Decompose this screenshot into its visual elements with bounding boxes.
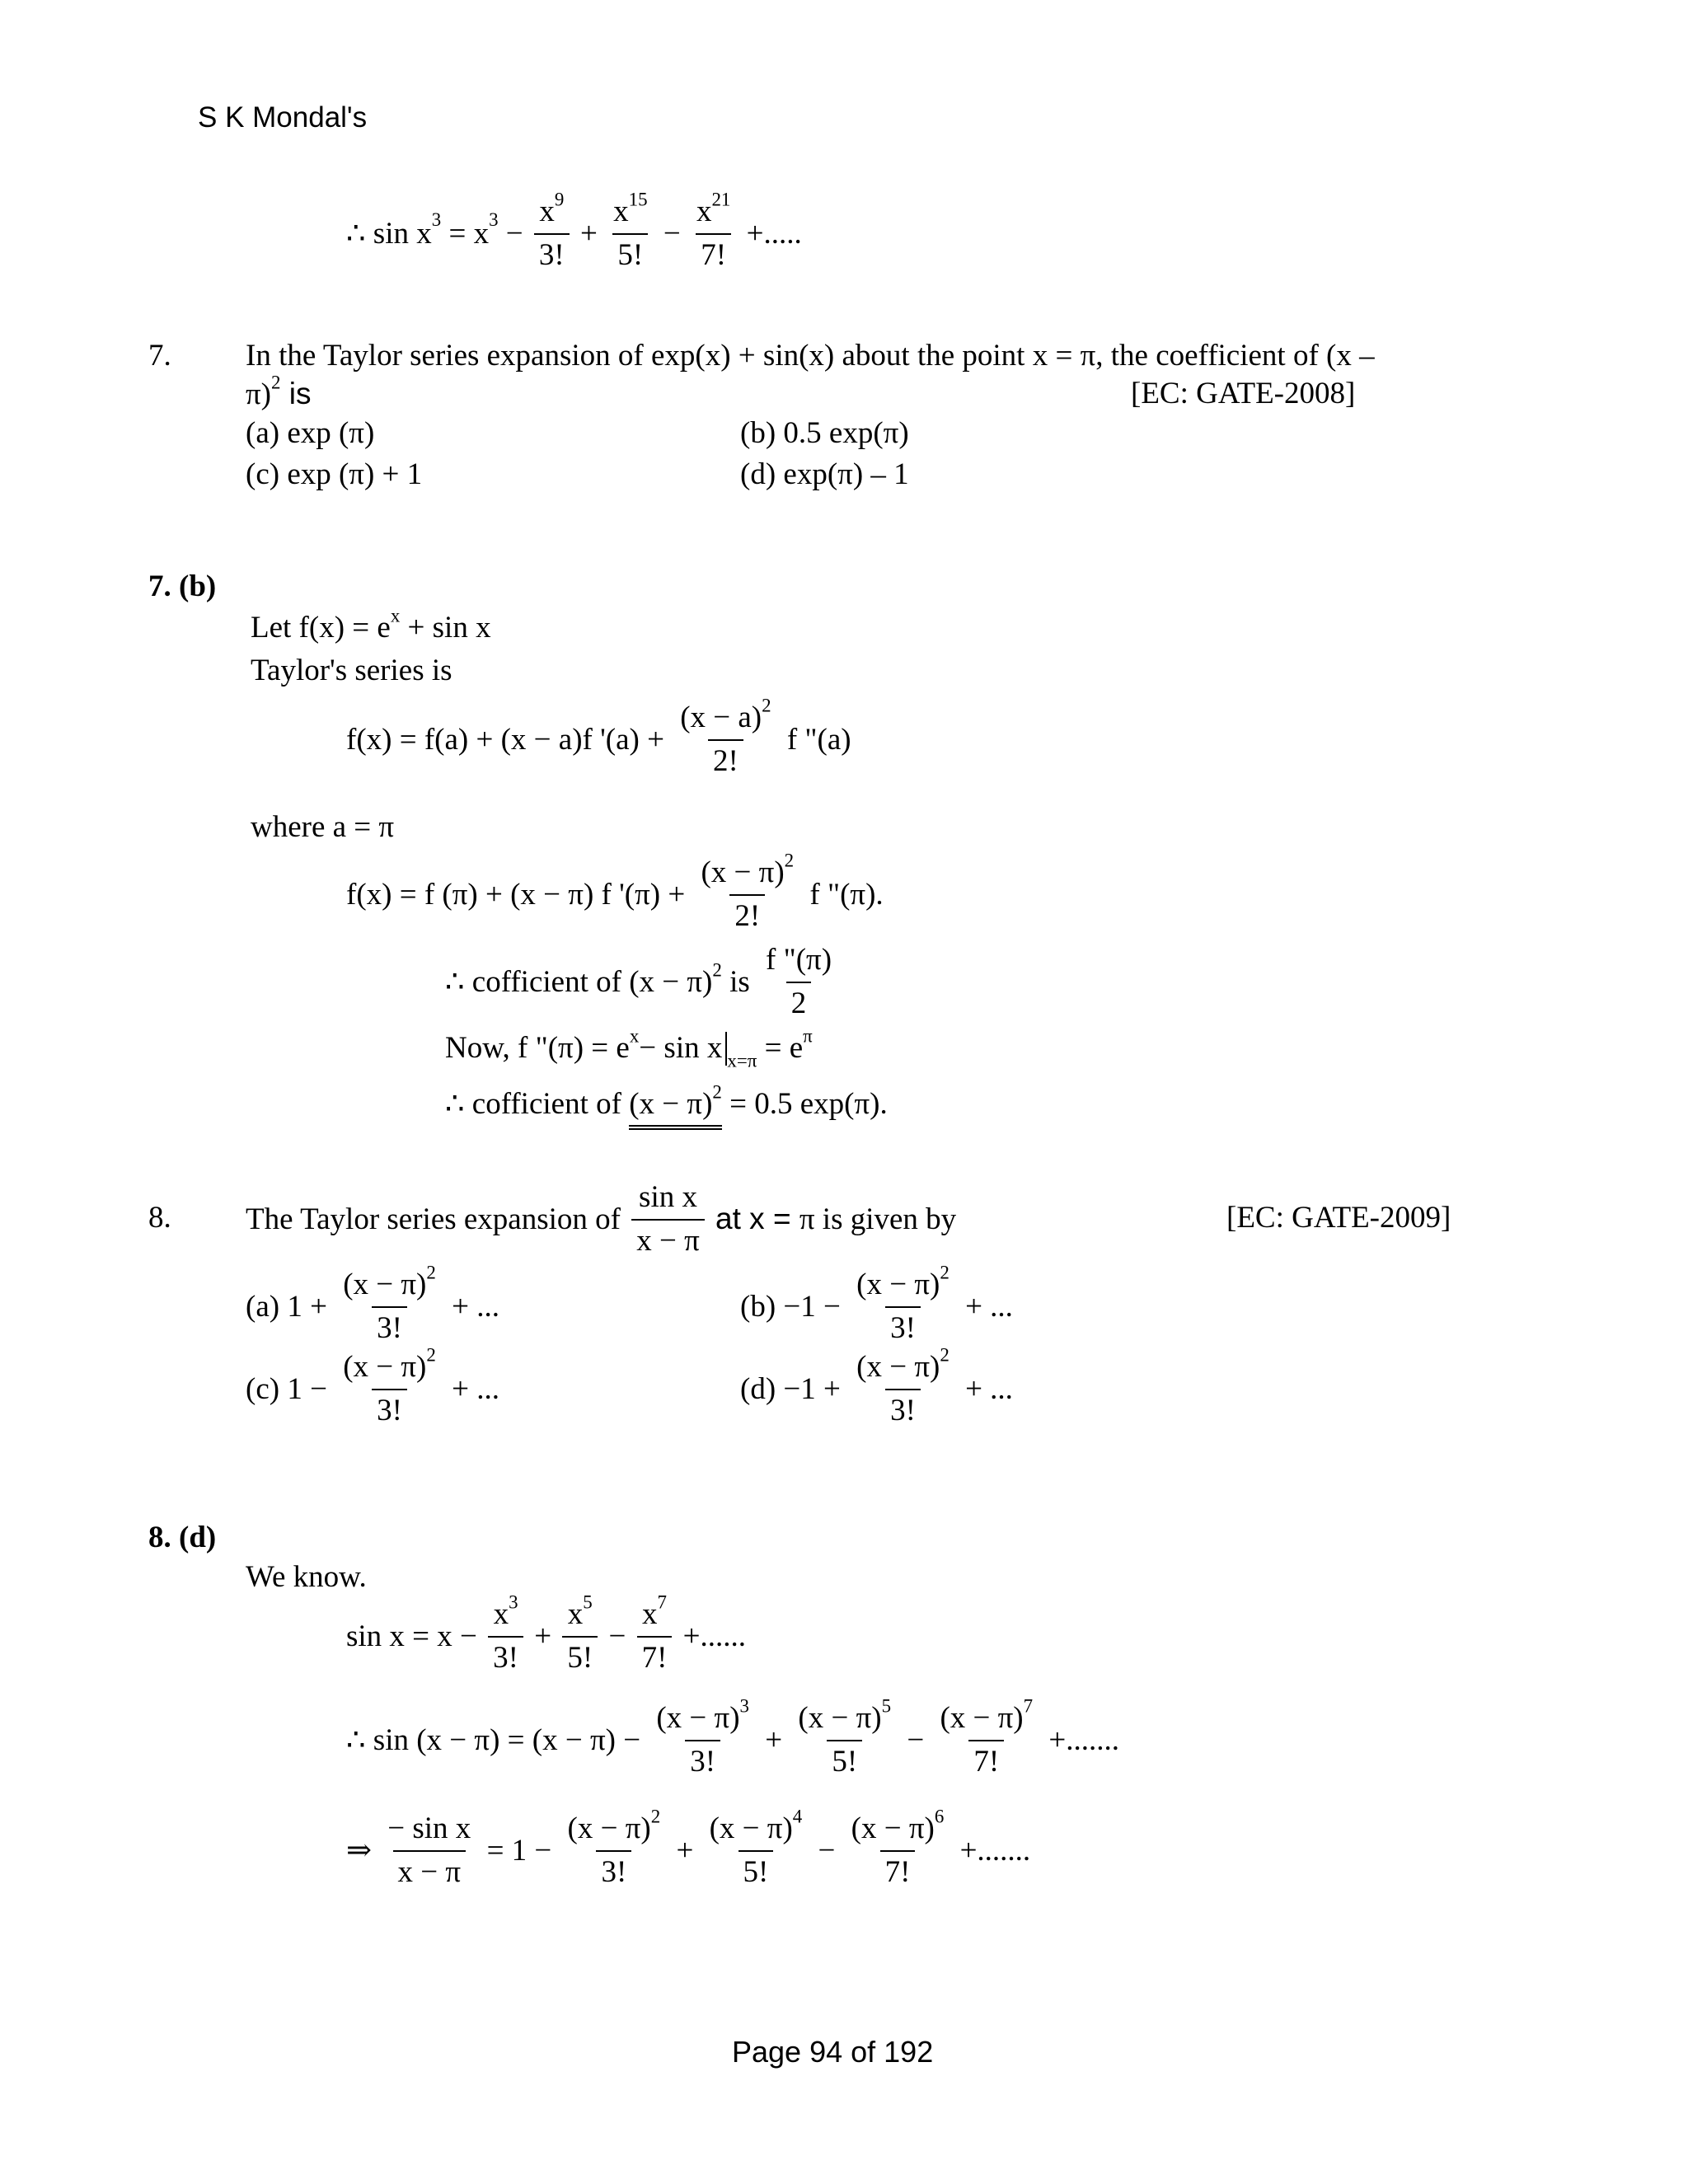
sin-x3-lhs-exp: 3 [431, 209, 442, 230]
question-8-option-d: (d) −1 + $\frac{(x - \pi)^2}{3!}$ + ... [740, 1344, 1013, 1427]
answer-8-sin-series: sin x = x − $\frac{x^3}{3!}$ + $\frac{x^5}{5!}$ − $\frac{x^7}{7!}$ +...... [346, 1591, 747, 1675]
sin-x3-lhs: ∴ sin x [346, 216, 432, 251]
question-7-text-line2: π)$^2$ is [246, 372, 312, 411]
answer-8-we-know: We know. [246, 1560, 367, 1594]
op: + [580, 216, 598, 251]
question-7-option-a: (a) exp (π) [246, 416, 375, 450]
header-author: S K Mondal's [198, 101, 368, 134]
question-8-option-c: (c) 1 − $\frac{(x - \pi)^2}{3!}$ + ... [246, 1344, 499, 1427]
answer-7-coefficient: ∴ cofficient of $(x - \pi)^2$ is $\frac{f "(\pi)}{2}$ [445, 944, 840, 1020]
answer-7-taylor-heading: Taylor's series is [251, 654, 452, 687]
final-term-underlined: $(x - \pi)^2$ [629, 1088, 722, 1130]
question-7-option-d: (d) exp(π) – 1 [740, 457, 909, 491]
answer-7-let: Let $f(x) = e^x + \sin x$ [251, 605, 491, 644]
question-7-option-b: (b) 0.5 exp(π) [740, 416, 909, 450]
question-7-text-line1: In the Taylor series expansion of exp(x) + sin(x) about the point x = π, the coefficient of (x – [246, 339, 1375, 373]
term-fraction: $\frac{(x - \pi)^2}{2!}$ [701, 850, 795, 933]
term-fraction: $\frac{x^9}{3!}$ [534, 196, 570, 272]
answer-7-where: where a = π [251, 810, 395, 844]
term-fraction: $\frac{\text{sin x}}{x - \pi}$ [631, 1182, 705, 1258]
question-8-source: [EC: GATE-2009] [1226, 1201, 1451, 1235]
question-7-source: [EC: GATE-2008] [1131, 377, 1356, 410]
question-7-number: 7. [148, 339, 171, 373]
page-number: Page 94 of 192 [732, 2035, 934, 2069]
answer-8-shifted-series: ∴ sin (x − π) = (x − π) − $\frac{(x - \pi)^3}{3!}$ + $\frac{(x - \pi)^5}{5!}$ − $\frac{(x - \pi)^7}{7!}$ +....... [346, 1695, 1119, 1779]
op: − [505, 216, 523, 251]
answer-8-result: ⇒ $\frac{\text{− sin x}}{x - \pi}$ = 1 − $\frac{(x - \pi)^2}{3!}$ + $\frac{(x - \pi)^4}{5!}$ − $\frac{(x - \pi)^6}{7!}$ +....... [346, 1806, 1031, 1889]
answer-7-final: ∴ cofficient of $(x - \pi)^2 = 0.5$ exp(π). [445, 1088, 888, 1130]
question-7-option-c: (c) exp (π) + 1 [246, 457, 423, 491]
term-fraction: $\frac{x^{21}}{7!}$ [696, 189, 731, 272]
answer-8-label: 8. (d) [148, 1521, 217, 1554]
question-8-option-b: (b) −1 − $\frac{(x - \pi)^2}{3!}$ + ... [740, 1262, 1013, 1345]
sin-x3-eq-exp: 3 [489, 209, 499, 230]
question-8-text: The Taylor series expansion of $\frac{\text{sin x}}{x - \pi}$ at x = π is given by [246, 1180, 957, 1258]
series-tail: +..... [746, 216, 802, 251]
term-fraction: $\frac{(x - a)^2}{2!}$ [680, 695, 771, 778]
sin-x3-series [346, 189, 802, 272]
op: − [663, 216, 681, 251]
question-8-number: 8. [148, 1201, 171, 1235]
answer-7-now: Now, f "$(\pi) = e^x- \sin x$ $_{x=\pi} = e^\pi$ [445, 1025, 813, 1071]
answer-7-taylor-at-pi: f(x) = f (π) + (x − π) f '(π) + $\frac{(x - \pi)^2}{2!}$ f "(π). [346, 850, 884, 933]
sin-x3-eq: = x [448, 216, 490, 251]
answer-7-label: 7. (b) [148, 569, 217, 603]
term-fraction: $\frac{x^{15}}{5!}$ [613, 189, 648, 272]
answer-7-taylor-general: f(x) = f(a) + (x − a)f '(a) + $\frac{(x - a)^2}{2!}$ f "(a) [346, 695, 851, 778]
term-fraction: $\frac{f "(\pi)}{2}$ [766, 943, 832, 1020]
question-8-option-a: (a) 1 + $\frac{(x - \pi)^2}{3!}$ + ... [246, 1262, 499, 1345]
